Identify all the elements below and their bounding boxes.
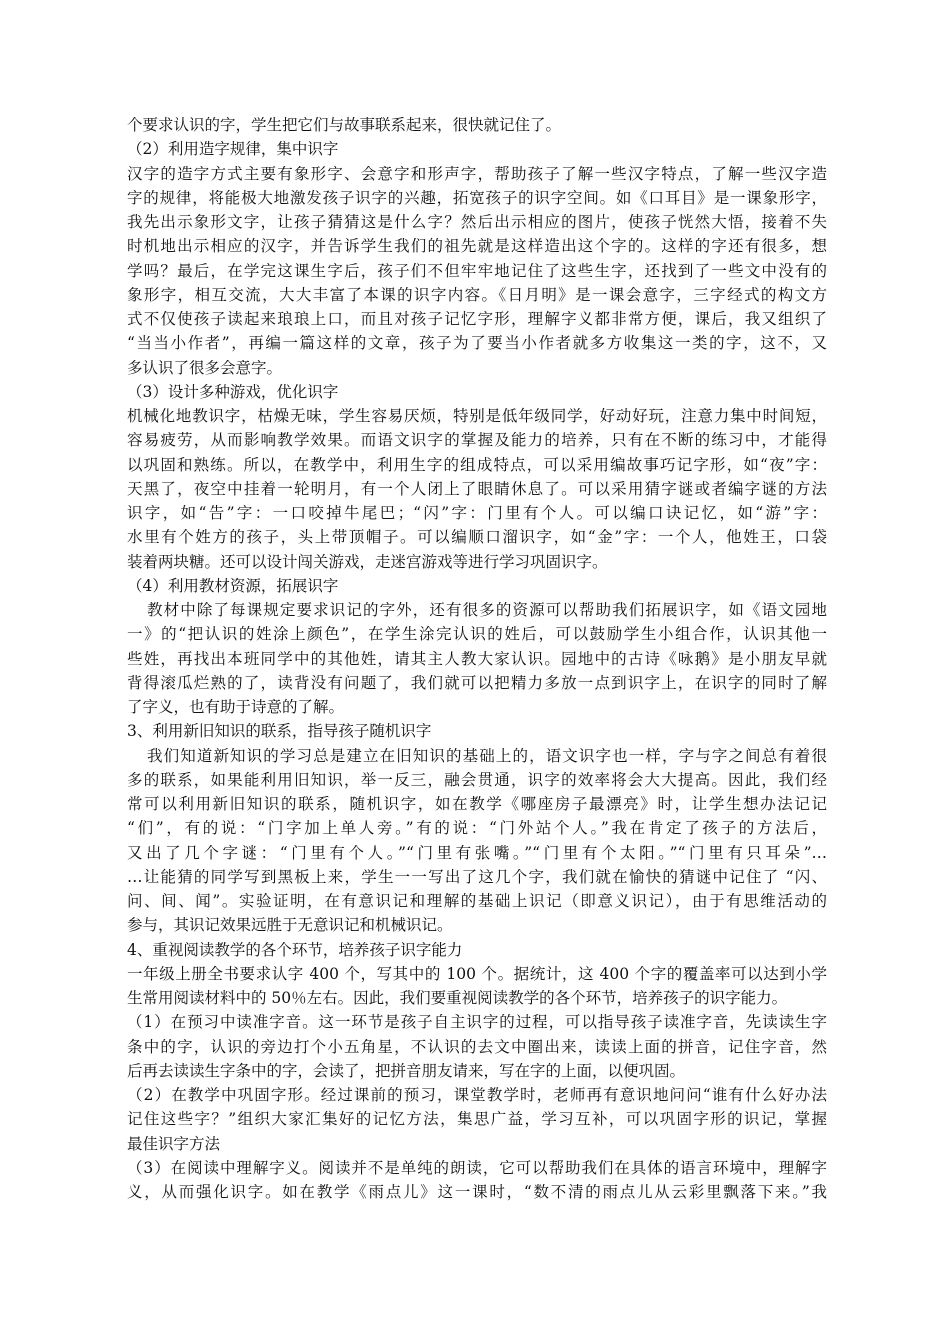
text-line: 后再去读读生字条中的字，会读了，把拼音朋友请来，写在字的上面，以便巩固。 xyxy=(127,1061,686,1080)
text-line: 我先出示象形文字，让孩子猜猜这是什么字？然后出示相应的图片，使孩子恍然大悟，接着不失 xyxy=(127,213,827,231)
text-line: （2）在教学中巩固字形。经过课前的预习，课堂教学时，老师再有意识地问问“谁有什么好办法 xyxy=(127,1086,827,1104)
text-line: 多认识了很多会意字。 xyxy=(127,358,283,377)
text-line: 装着两块糖。还可以设计闯关游戏，走迷宫游戏等进行学习巩固识字。 xyxy=(127,552,608,571)
document-page xyxy=(127,113,827,1204)
text-line: 一年级上册全书要求认字 400 个，写其中的 100 个。据统计，这 400 个字的覆盖率可以达到小学 xyxy=(127,964,827,983)
text-line: 记住这些字？”组织大家汇集好的记忆方法，集思广益，学习互补，可以巩固字形的识记，掌握 xyxy=(127,1110,827,1129)
text-line: 字的规律，将能极大地激发孩子识字的兴趣，拓宽孩子的识字空间。如《口耳目》是一课象形字， xyxy=(127,188,827,207)
text-line: 多的联系，如果能利用旧知识，举一反三，融会贯通，识字的效率将会大大提高。因此，我们经 xyxy=(127,770,827,789)
text-line: 容易疲劳，从而影响教学效果。而语文识字的掌握及能力的培养，只有在不断的练习中，才能得 xyxy=(127,431,827,450)
text-line: 天黑了，夜空中挂着一轮明月，有一个人闭上了眼睛休息了。可以采用猜字谜或者编字谜的方法 xyxy=(127,479,827,498)
text-line: 象形字，相互交流，大大丰富了本课的识字内容。《日月明》是一课会意字，三字经式的构文方 xyxy=(127,285,827,304)
text-line: 机械化地教识字，枯燥无味，学生容易厌烦，特别是低年级同学，好动好玩，注意力集中时间短， xyxy=(127,407,827,425)
text-line: 条中的字，认识的旁边打个小五角星，不认识的去文中圈出来，读读上面的拼音，记住字音，然 xyxy=(127,1037,827,1056)
text-line: 汉字的造字方式主要有象形字、会意字和形声字，帮助孩子了解一些汉字特点，了解一些汉字造 xyxy=(127,164,827,183)
text-line: （3）设计多种游戏，优化识字 xyxy=(127,382,339,401)
text-line: （2）利用造字规律，集中识字 xyxy=(127,140,339,159)
text-line: 了字义，也有助于诗意的了解。 xyxy=(127,698,345,716)
text-line: 学吗？最后，在学完这课生字后，孩子们不但牢牢地记住了这些生字，还找到了一些文中没有的 xyxy=(127,261,827,280)
text-line: 生常用阅读材料中的 50％左右。因此，我们要重视阅读教学的各个环节，培养孩子的识字能力。 xyxy=(127,989,788,1007)
text-line: （4）利用教材资源，拓展识字 xyxy=(127,576,339,595)
text-line: “当当小作者”，再编一篇这样的文章，孩子为了要当小作者就多方收集这一类的字，这不，又 xyxy=(127,334,827,353)
text-line: 义，从而强化识字。如在教学《雨点儿》这一课时，“数不清的雨点儿从云彩里飘落下来。”我 xyxy=(127,1183,827,1201)
text-line: 常可以利用新旧知识的联系，随机识字，如在教学《哪座房子最漂亮》时，让学生想办法记记 xyxy=(127,795,827,813)
text-line: 以巩固和熟练。所以，在教学中，利用生字的组成特点，可以采用编故事巧记字形，如“夜”字： xyxy=(127,455,827,474)
text-line: 式不仅使孩子读起来琅琅上口，而且对孩子记忆字形，理解字义都非常方便，课后，我又组织了 xyxy=(127,310,827,328)
text-line: （3）在阅读中理解字义。阅读并不是单纯的朗读，它可以帮助我们在具体的语言环境中，理解字 xyxy=(127,1158,827,1177)
text-line: 个要求认识的字，学生把它们与故事联系起来，很快就记住了。 xyxy=(127,116,562,134)
text-line: 问、间、闻”。实验证明，在有意识记和理解的基础上识记（即意义识记），由于有思维活动的 xyxy=(127,892,827,910)
text-line: 参与，其识记效果远胜于无意识记和机械识记。 xyxy=(127,916,453,935)
text-line: 4、重视阅读教学的各个环节，培养孩子识字能力 xyxy=(127,940,463,959)
text-line: 一》的“把认识的姓涂上颜色”，在学生涂完认识的姓后，可以鼓励学生小组合作，认识其他一 xyxy=(127,625,827,644)
text-line: 最佳识字方法 xyxy=(127,1134,221,1153)
text-line: 又出了几个字谜：“门里有个人。”“门里有张嘴。”“门里有个太阳。”“门里有只耳朵”… xyxy=(127,843,827,862)
text-line: （1）在预习中读准字音。这一环节是孩子自主识字的过程，可以指导孩子读准字音，先读读生字 xyxy=(127,1013,827,1032)
text-line: “们”，有的说：“门字加上单人旁。”有的说：“门外站个人。”我在肯定了孩子的方法后， xyxy=(127,819,827,838)
text-line: 水里有个姓方的孩子，头上带顶帽子。可以编顺口溜识字，如“金”字：一个人，他姓王，口袋 xyxy=(127,528,827,547)
text-line: 教材中除了每课规定要求识记的字外，还有很多的资源可以帮助我们拓展识字，如《语文园地 xyxy=(147,601,827,619)
text-line: 背得滚瓜烂熟的了，读背没有问题了，我们就可以把精力多放一点到识字上，在识字的同时了解 xyxy=(127,673,827,692)
text-line: 识字，如“告”字：一口咬掉牛尾巴；“闪”字：门里有个人。可以编口诀记忆，如“游”字： xyxy=(127,504,827,522)
text-line: 些姓，再找出本班同学中的其他姓，请其主人教大家认识。园地中的古诗《咏鹅》是小朋友早就 xyxy=(127,649,827,668)
text-line: 时机地出示相应的汉字，并告诉学生我们的祖先就是这样造出这个字的。这样的字还有很多，想 xyxy=(127,237,827,256)
text-line: 我们知道新知识的学习总是建立在旧知识的基础上的，语文识字也一样，字与字之间总有着很 xyxy=(147,746,827,765)
text-line: 3、利用新旧知识的联系，指导孩子随机识字 xyxy=(127,722,432,741)
text-line: …让能猜的同学写到黑板上来，学生一一写出了这几个字，我们就在愉快的猜谜中记住了 “闪、 xyxy=(127,867,827,886)
